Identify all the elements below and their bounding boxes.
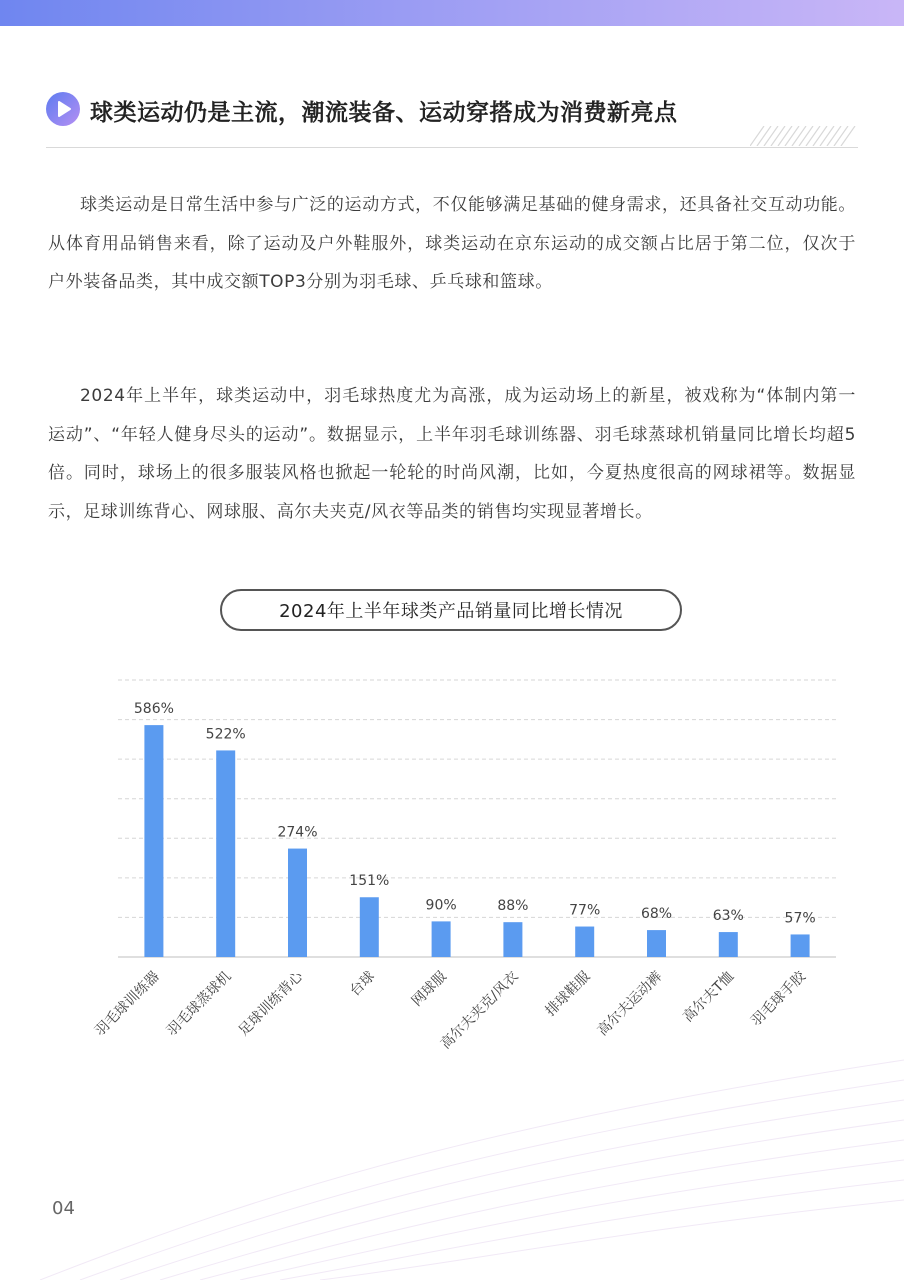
bar [575, 927, 594, 957]
category-label: 高尔夫运动裤 [594, 968, 666, 1040]
data-label: 88% [497, 898, 529, 915]
hatch-decoration [750, 126, 858, 146]
paragraph-1: 球类运动是日常生活中参与广泛的运动方式，不仅能够满足基础的健身需求，还具备社交互动功能。从体育用品销售来看，除了运动及户外鞋服外，球类运动在京东运动的成交额占比居于第二位，仅次于户外装备品类，其中成交额TOP3分别为羽毛球、乒乓球和篮球。 [48, 195, 856, 292]
data-label: 274% [277, 824, 318, 841]
section-header [46, 90, 858, 130]
data-label: 151% [349, 873, 390, 890]
bar [647, 930, 666, 957]
data-label: 57% [784, 910, 816, 927]
bar [503, 922, 522, 957]
chart-title: 2024年上半年球类产品销量同比增长情况 [220, 589, 682, 631]
bar [360, 897, 379, 957]
bar [144, 725, 163, 957]
category-label: 羽毛球训练器 [92, 968, 163, 1040]
data-label: 68% [640, 906, 673, 923]
bar [719, 932, 738, 957]
top-gradient-band [0, 0, 904, 26]
category-label: 网球服 [408, 968, 450, 1010]
section-title: 球类运动仍是主流，潮流装备、运动穿搭成为消费新亮点 [90, 100, 678, 126]
category-label: 羽毛球手胶 [748, 968, 809, 1030]
bar [791, 934, 810, 957]
category-label: 高尔夫夹克/风衣 [437, 968, 522, 1053]
bar [288, 849, 307, 957]
category-label: 羽毛球蒸球机 [163, 968, 235, 1040]
bar [432, 921, 451, 957]
data-label: 77% [569, 902, 601, 919]
category-label: 足球训练背心 [235, 968, 307, 1040]
data-label: 90% [425, 897, 457, 914]
play-icon [46, 92, 80, 126]
category-label: 高尔夫T恤 [680, 968, 738, 1026]
bar [216, 750, 235, 957]
paragraph-2: 2024年上半年，球类运动中，羽毛球热度尤为高涨，成为运动场上的新星，被戏称为“体制内第一运动”、“年轻人健身尽头的运动”。数据显示，上半年羽毛球训练器、羽毛球蒸球机销量同比增长均超5倍。同时，球场上的很多服装风格也掀起一轮轮的时尚风潮，比如，今夏热度很高的网球裙等。数据显示，足球训练背心、网球服、高尔夫夹克/风衣等品类的销售均实现显著增长。 [48, 386, 856, 522]
data-label: 522% [205, 726, 246, 743]
data-label: 63% [712, 908, 744, 925]
page-number: 04 [52, 1198, 75, 1219]
category-label: 排球鞋服 [542, 968, 594, 1020]
bar-chart [0, 640, 904, 1100]
data-label: 586% [133, 701, 174, 718]
header-divider [46, 147, 858, 148]
category-label: 台球 [347, 968, 379, 1000]
